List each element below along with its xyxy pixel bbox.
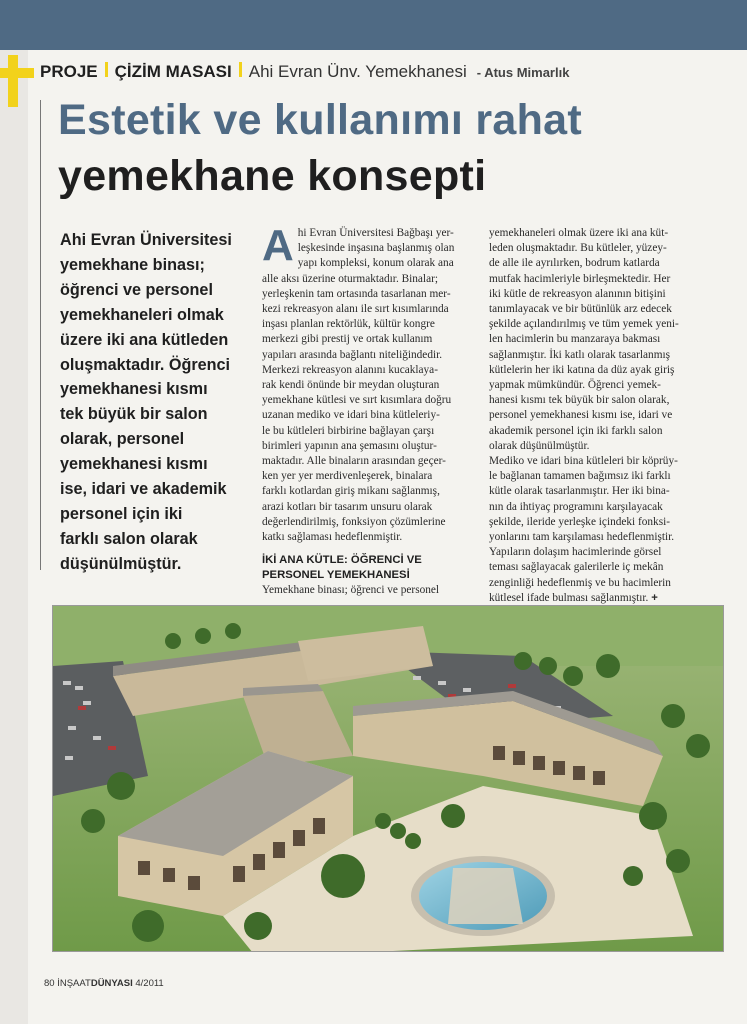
body-column-2 [489,226,715,606]
body-line: le bağlanan tamamen bağımsız iki farklı [489,470,671,483]
body-line: rak kendi önünde bir meydan oluşturan [262,379,440,392]
left-rule [40,100,41,570]
body-line: şekilde, ileride yerleşke içindeki fonksi- [489,515,671,528]
magazine-name-part-2: DÜNYASI [90,978,133,989]
title-line-1: Estetik ve kullanımı rahat [58,96,583,144]
lead-line: yemekhaneleri olmak [60,305,224,324]
subheading-line: PERSONEL YEMEKHANESİ [262,569,410,582]
body-line: yonlarını tam karşılaması hedeflenmiştir. [489,531,675,544]
subsection-label: ÇİZİM MASASI [114,62,232,81]
body-line: zenginliği hedeflenmiş ve bu hacimlerin [489,576,671,589]
body-line: personel yemekhanesi kısmı ise, idari ve [489,409,673,422]
lead-line: yemekhane binası; [60,255,205,274]
magazine-name-part-1: İNŞAAT [57,978,91,989]
body-line: yapmak mümkündür. Öğrenci yemek- [489,379,661,392]
body-line: Mediko ve idari bina kütleleri bir köprüy- [489,455,678,468]
body-line: kütlelerin her iki katına da düz ayak giriş [489,363,675,376]
lead-line: üzere iki ana kütleden [60,330,229,349]
top-color-band [0,0,747,50]
lead-line: Ahi Evran Üniversitesi [60,231,232,249]
body-line: yemekhane kütlesi ve sırt kısımlara doğru [262,394,452,407]
body-line: merkezi gibi prestij ve ortak kullanım [262,333,433,346]
section-label: PROJE [40,62,98,81]
body-line: sağlanmıştır. İki katlı olarak tasarlanmış [489,348,671,361]
lead-line: olarak, personel [60,430,185,449]
body-line: maktadır. Alle binaların arasından geçer- [262,455,446,468]
body-line: arazi kotları bir tasarım unsuru olarak [262,500,433,513]
body-line: farklı kotlardan giriş mikanı sağlanmış, [262,485,440,498]
last-body-line: kütlesel ifade bulması sağlanmıştır. [489,591,649,604]
architect-name: - Atus Mimarlık [476,65,570,80]
body-line: katkı sağlaması hedeflenmiştir. [262,531,403,544]
body-line: yemekhaneleri olmak üzere iki ana küt- [489,227,669,239]
article-name: Ahi Evran Ünv. Yemekhanesi [248,62,467,81]
body-column-1 [262,221,482,598]
lead-line: ise, idari ve akademik [60,480,227,499]
architectural-render-image [52,605,724,952]
body-line: hi Evran Üniversitesi Bağbaşı yer- [297,227,454,239]
body-line: iki kütle de rekreasyon alanının bitişini [489,287,666,300]
body-line: akademik personel için iki farklı salon [489,424,663,437]
body-line: le bu kütleleri birbirine bağlayan çarşı [262,424,435,437]
body-line: inşası planlan rektörlük, kültür kongre [262,318,435,331]
end-mark: + [651,591,658,604]
render-illustration [53,606,724,952]
lead-line: yemekhanesi kısmı [60,455,208,474]
body-line: teması sağlayacak galerilerle iç mekân [489,561,664,574]
body-line: ken yer yer merdivenleşerek, binalara [262,470,433,483]
body-line: olarak düşünülmüştür. [489,439,590,452]
body-line: yerleşkenin tam ortasında tasarlanan mer- [262,287,451,300]
body-line: kütle olarak tasarlanmıştır. Her iki bina- [489,485,670,498]
body-line: yapı kompleksi, konum olarak ana [297,257,454,270]
body-line: birimleri yapının ana şemasını oluştur- [262,439,437,452]
body-line: Yapıların dolaşım hacimlerinde görsel [489,546,662,559]
lead-line: düşünülmüştür. [60,554,182,573]
body-line: de alle ile ayrılırken, bodrum katlarda [489,257,660,270]
lead-line: oluşmaktadır. Öğrenci [60,355,231,374]
separator [239,62,242,77]
yellow-plus-icon [8,55,18,107]
body-line: leşkesinde inşasına başlanmış olan [297,242,455,255]
lead-line: öğrenci ve personel [60,280,213,299]
body-line: Merkezi rekreasyon alanını kucaklaya- [262,363,438,376]
yellow-plus-icon-bar [0,68,34,78]
article-header [40,62,569,86]
lead-paragraph [60,228,260,577]
body-line: Yemekhane binası; öğrenci ve personel [262,584,440,597]
lead-line: tek büyük bir salon [60,405,208,424]
issue-number: 4/2011 [135,978,164,989]
body-line: tanımlayacak ve bir bütünlük arz edecek [489,303,672,316]
body-line: uzanan mediko ve idari bina kütleleriy- [262,409,440,422]
body-line: değerlendirilmiş, fonksiyon çözümlerine [262,515,446,528]
body-line: mutfak hacimleriyle birleşmektedir. Her [489,272,671,285]
subheading-line: İKİ ANA KÜTLE: ÖĞRENCİ VE [262,554,422,567]
body-line: yapıları arasında bağlantı niteliğindedir. [262,348,443,361]
separator [105,62,108,77]
drop-cap: A [262,221,294,270]
page-number: 80 [44,978,55,989]
body-line: len hacimlerin bu manzaraya bakması [489,333,661,346]
lead-line: farklı salon olarak [60,529,198,548]
body-line: hanesi kısmı tek büyük bir salon olarak, [489,394,670,407]
lead-line: yemekhanesi kısmı [60,380,208,399]
body-line: nın da ihtiyaç programını karşılayacak [489,500,663,513]
body-line: şekilde açılandırılmış ve tüm yemek yeni- [489,318,679,331]
body-line: alle aksı üzerine oturmaktadır. Binalar; [262,272,438,285]
lead-line: personel için iki [60,504,183,523]
body-line: kezi rekreasyon alanı ile sırt kısımlarında [262,303,449,316]
subheading [262,553,482,583]
page-footer [44,978,164,989]
body-line [489,591,715,606]
title-line-2: yemekhane konsepti [58,152,487,200]
body-line: leden oluşmaktadır. Bu kütleler, yüzey- [489,242,667,255]
